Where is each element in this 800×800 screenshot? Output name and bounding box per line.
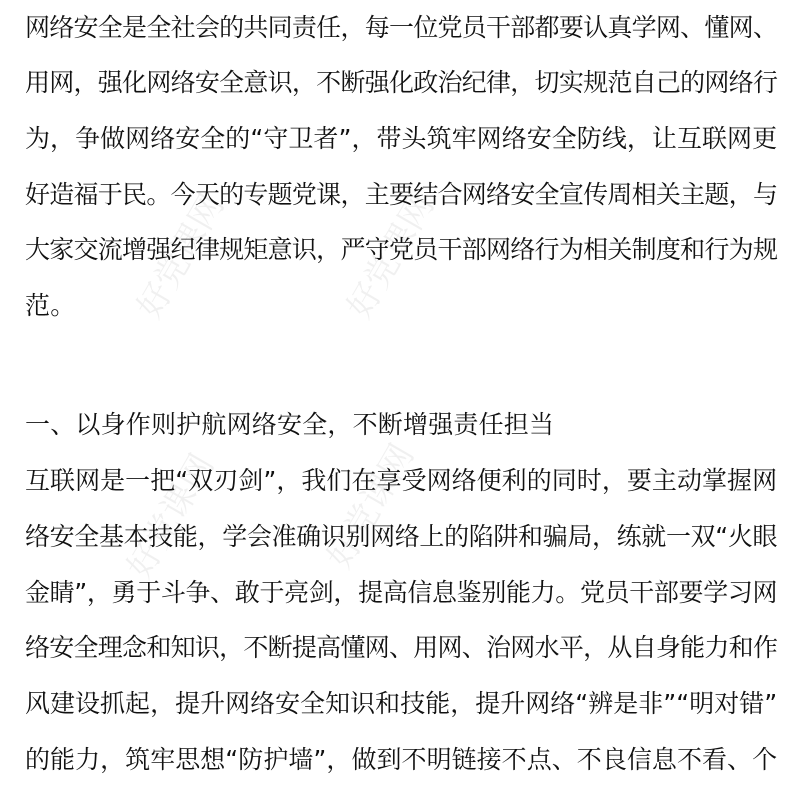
paragraph-line: 络安全理念和知识，不断提高懂网、用网、治网水平，从自身能力和作 bbox=[25, 633, 778, 662]
paragraph-line: 金睛”，勇于斗争、敢于亮剑，提高信息鉴别能力。党员干部要学习网 bbox=[25, 578, 778, 607]
paragraph-line: 的能力，筑牢思想“防护墙”，做到不明链接不点、不良信息不看、个 bbox=[25, 745, 778, 774]
paragraph-line: 大家交流增强纪律规矩意识，严守党员干部网络行为相关制度和行为规 bbox=[25, 235, 778, 264]
paragraph-line: 用网，强化网络安全意识，不断强化政治纪律，切实规范自己的网络行 bbox=[25, 68, 778, 97]
watermark: 好党课网 bbox=[339, 187, 443, 326]
watermark: 好党课网 bbox=[319, 437, 423, 576]
paragraph-line: 互联网是一把“双刃剑”，我们在享受网络便利的同时，要主动掌握网 bbox=[25, 466, 778, 495]
paragraph-line: 为，争做网络安全的“守卫者”，带头筑牢网络安全防线，让互联网更 bbox=[25, 124, 778, 153]
watermark: 好党课网 bbox=[129, 187, 233, 326]
paragraph-line: 范。 bbox=[25, 291, 76, 320]
paragraph-line: 络安全基本技能，学会准确识别网络上的陷阱和骗局，练就一双“火眼 bbox=[25, 522, 778, 551]
paragraph-line: 网络安全是全社会的共同责任，每一位党员干部都要认真学网、懂网、 bbox=[25, 13, 778, 42]
paragraph-line: 好造福于民。今天的专题党课，主要结合网络安全宣传周相关主题，与 bbox=[25, 180, 778, 209]
section-heading: 一、以身作则护航网络安全，不断增强责任担当 bbox=[25, 410, 555, 439]
watermark: 好党课网 bbox=[119, 447, 223, 586]
paragraph-line: 风建设抓起，提升网络安全知识和技能，提升网络“辨是非”“明对错” bbox=[25, 689, 778, 718]
